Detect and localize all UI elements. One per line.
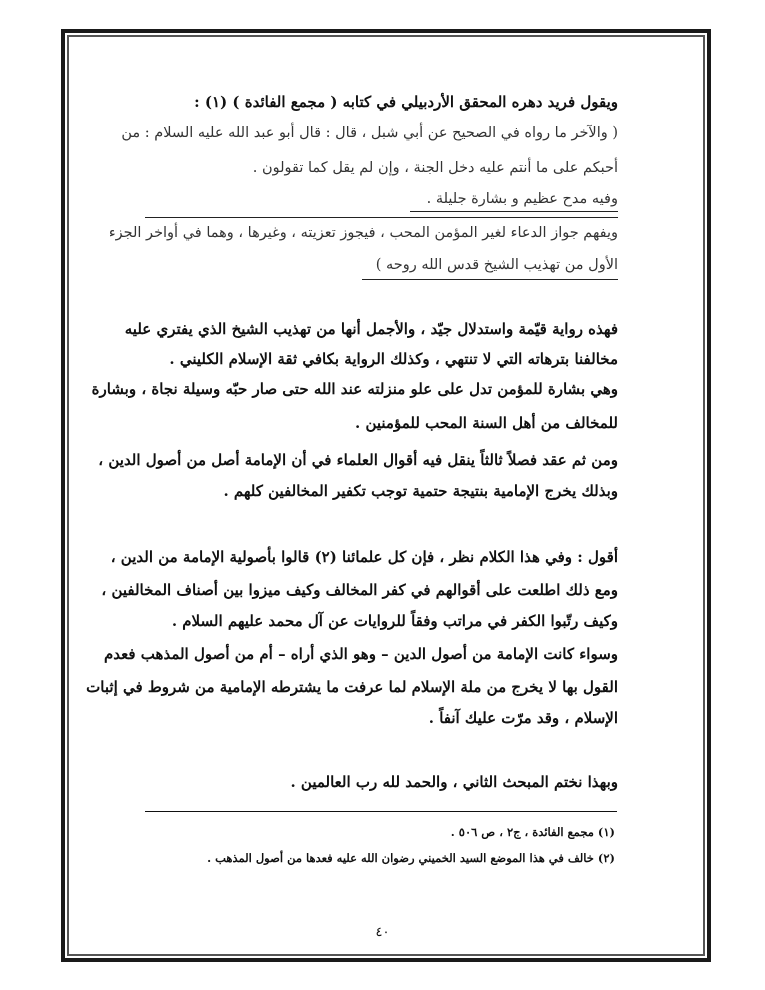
quote-line-4: ويفهم جواز الدعاء لغير المؤمن المحب ، فيجوز تعزيته ، وغيرها ، وهما في أواخر الجزء	[108, 225, 618, 241]
paragraph1-line-5: ومن ثم عقد فصلاً ثالثاً ينقل فيه أقوال العلماء في أن الإمامة أصل من أصول الدين ،	[98, 451, 618, 469]
page-number: ٤٠	[375, 925, 390, 940]
paragraph1-line-4: للمخالف من أهل السنة المحب للمؤمنين .	[355, 414, 618, 432]
quote-underline-1	[410, 211, 618, 212]
paragraph1-line-6: وبذلك يخرج الإمامية بنتيجة حتمية توجب تكفير المخالفين كلهم .	[223, 482, 618, 500]
paragraph2-line-1: أقول : وفي هذا الكلام نظر ، فإن كل علمائنا (٢) قالوا بأصولية الإمامة من الدين ،	[110, 548, 618, 566]
closing-line: وبهذا نختم المبحث الثاني ، والحمد لله رب العالمين .	[290, 773, 618, 791]
quote-underline-2	[362, 279, 618, 280]
quote-line-1: ( والآخر ما رواه في الصحيح عن أبي شبل ، قال : قال أبو عبد الله عليه السلام : من	[121, 125, 618, 141]
paragraph2-line-6: الإسلام ، وقد مرّت عليك آنفاً .	[428, 709, 618, 727]
paragraph1-line-2: مخالفنا بترهاته التي لا تنتهي ، وكذلك الرواية بكافي ثقة الإسلام الكليني .	[169, 350, 618, 368]
footnote-1: (١) مجمع الفائدة ، ج٢ ، ص ٥٠٦ .	[450, 825, 615, 839]
paragraph2-line-3: وكيف رتّبوا الكفر في مراتب وفقاً للروايات عن آل محمد عليهم السلام .	[171, 612, 618, 630]
paragraph2-line-2: ومع ذلك اطلعت على أقوالهم في كفر المخالف وكيف ميزوا بين أصناف المخالفين ،	[101, 581, 618, 599]
paragraph2-line-5: القول بها لا يخرج من ملة الإسلام لما عرفت ما يشترطه الإمامية من شروط في إثبات	[86, 678, 618, 696]
intro-line: ويقول فريد دهره المحقق الأردبيلي في كتابه ( مجمع الفائدة ) (١) :	[194, 93, 618, 111]
quote-line-3: وفيه مدح عظيم و بشارة جليلة .	[426, 191, 618, 207]
paragraph2-line-4: وسواء كانت الإمامة من أصول الدين – وهو الذي أراه – أم من أصول المذهب فعدم	[104, 645, 618, 663]
quote-line-5: الأول من تهذيب الشيخ قدس الله روحه )	[375, 257, 618, 273]
quote-overline-4	[145, 217, 618, 218]
quote-line-2: أحبكم على ما أنتم عليه دخل الجنة ، وإن لم يقل كما تقولون .	[252, 160, 618, 176]
paragraph1-line-1: فهذه رواية قيّمة واستدلال جيّد ، والأجمل أنها من تهذيب الشيخ الذي يفتري عليه	[124, 320, 618, 338]
footnote-divider	[145, 811, 617, 812]
footnote-2: (٢) خالف في هذا الموضع السيد الخميني رضوان الله عليه فعدها من أصول المذهب .	[207, 851, 615, 865]
paragraph1-line-3: وهي بشارة للمؤمن تدل على علو منزلته عند الله حتى صار حبّه وسيلة نجاة ، وبشارة	[91, 380, 618, 398]
